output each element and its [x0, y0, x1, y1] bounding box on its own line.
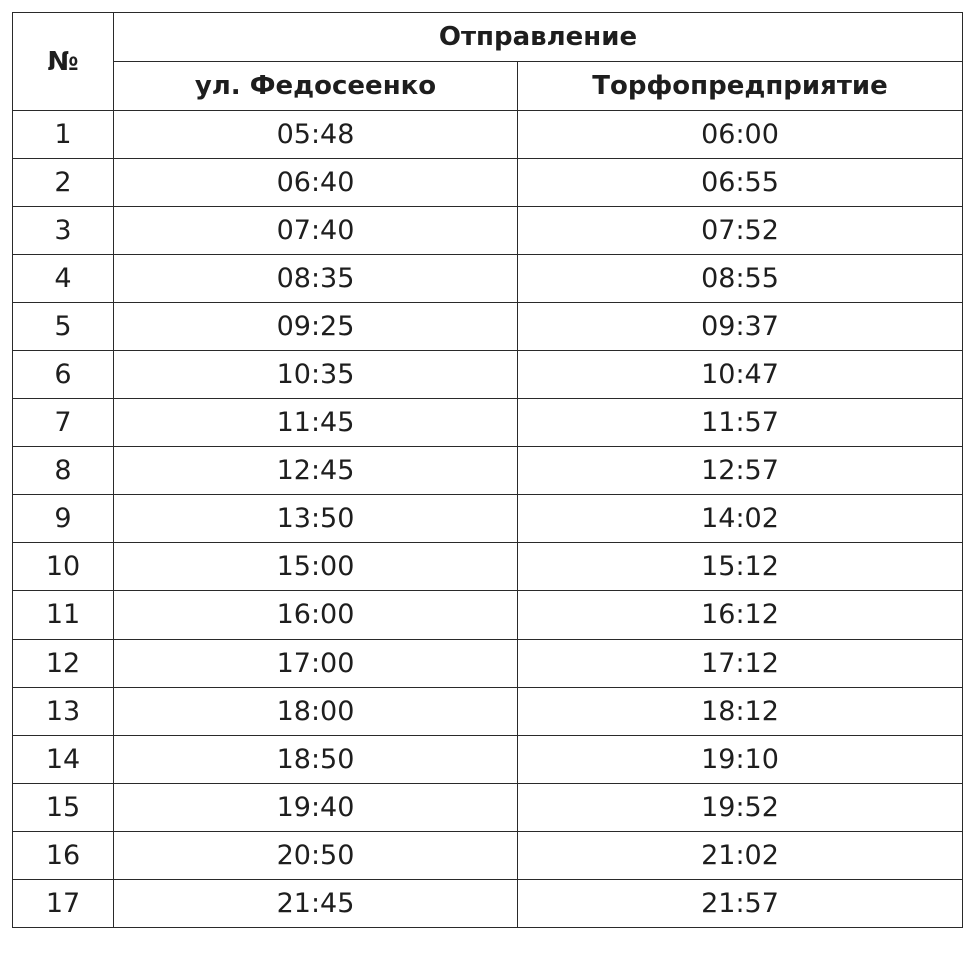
table-row [13, 159, 963, 207]
table-row [13, 687, 963, 735]
trip-number: 13 [13, 687, 114, 735]
header-row-stops [13, 62, 963, 111]
departure-time-stop-b: 21:02 [518, 831, 963, 879]
departure-time-stop-b: 07:52 [518, 207, 963, 255]
table-row [13, 831, 963, 879]
departure-time-stop-a: 18:00 [114, 687, 518, 735]
departure-time-stop-b: 15:12 [518, 543, 963, 591]
table-row [13, 639, 963, 687]
table-row [13, 207, 963, 255]
departure-time-stop-b: 18:12 [518, 687, 963, 735]
departure-time-stop-a: 07:40 [114, 207, 518, 255]
table-row [13, 399, 963, 447]
trip-number: 10 [13, 543, 114, 591]
trip-number: 8 [13, 447, 114, 495]
table-row [13, 735, 963, 783]
departure-time-stop-a: 12:45 [114, 447, 518, 495]
departure-time-stop-a: 18:50 [114, 735, 518, 783]
trip-number: 17 [13, 879, 114, 927]
trip-number: 15 [13, 783, 114, 831]
departure-time-stop-b: 21:57 [518, 879, 963, 927]
departure-time-stop-a: 08:35 [114, 255, 518, 303]
departure-time-stop-a: 09:25 [114, 303, 518, 351]
table-row [13, 111, 963, 159]
table-header [13, 13, 963, 111]
departure-time-stop-a: 21:45 [114, 879, 518, 927]
departure-time-stop-a: 10:35 [114, 351, 518, 399]
trip-number: 4 [13, 255, 114, 303]
trip-number: 14 [13, 735, 114, 783]
table-row [13, 879, 963, 927]
departure-header: Отправление [114, 13, 963, 62]
stop-a-header: ул. Федосеенко [114, 62, 518, 111]
departure-time-stop-a: 05:48 [114, 111, 518, 159]
header-row-top [13, 13, 963, 62]
trip-number: 11 [13, 591, 114, 639]
departure-time-stop-a: 16:00 [114, 591, 518, 639]
departure-time-stop-a: 06:40 [114, 159, 518, 207]
departure-time-stop-b: 08:55 [518, 255, 963, 303]
table-row [13, 543, 963, 591]
trip-number: 1 [13, 111, 114, 159]
table-row [13, 783, 963, 831]
trip-number: 12 [13, 639, 114, 687]
table-row [13, 351, 963, 399]
table-row [13, 447, 963, 495]
departure-time-stop-b: 17:12 [518, 639, 963, 687]
schedule-table [12, 12, 963, 928]
trip-number: 7 [13, 399, 114, 447]
stop-b-header: Торфопредприятие [518, 62, 963, 111]
departure-time-stop-b: 19:10 [518, 735, 963, 783]
departure-time-stop-a: 17:00 [114, 639, 518, 687]
trip-number: 3 [13, 207, 114, 255]
table-row [13, 255, 963, 303]
departure-time-stop-b: 11:57 [518, 399, 963, 447]
departure-time-stop-a: 19:40 [114, 783, 518, 831]
table-row [13, 303, 963, 351]
trip-number: 9 [13, 495, 114, 543]
departure-time-stop-a: 13:50 [114, 495, 518, 543]
trip-number: 2 [13, 159, 114, 207]
departure-time-stop-a: 20:50 [114, 831, 518, 879]
table-row [13, 495, 963, 543]
departure-time-stop-b: 09:37 [518, 303, 963, 351]
trip-number: 5 [13, 303, 114, 351]
departure-time-stop-b: 14:02 [518, 495, 963, 543]
departure-time-stop-a: 15:00 [114, 543, 518, 591]
number-column-header: № [13, 13, 114, 111]
departure-time-stop-b: 10:47 [518, 351, 963, 399]
departure-time-stop-b: 16:12 [518, 591, 963, 639]
departure-time-stop-b: 06:55 [518, 159, 963, 207]
departure-time-stop-b: 12:57 [518, 447, 963, 495]
table-row [13, 591, 963, 639]
table-body [13, 111, 963, 928]
trip-number: 6 [13, 351, 114, 399]
departure-time-stop-b: 06:00 [518, 111, 963, 159]
trip-number: 16 [13, 831, 114, 879]
departure-time-stop-a: 11:45 [114, 399, 518, 447]
departure-time-stop-b: 19:52 [518, 783, 963, 831]
